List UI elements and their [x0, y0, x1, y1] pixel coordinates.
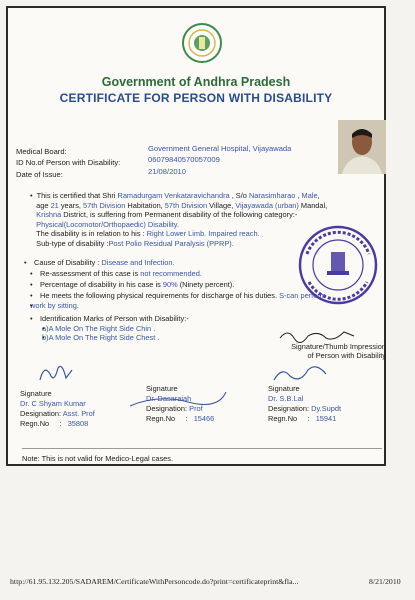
id-label-text: ID No.of Person with Disability: — [16, 158, 121, 167]
mark-b-text: b)A Mole On The Right Side Chest . — [42, 333, 160, 342]
id-value — [148, 155, 220, 164]
mandal: Vijayawada (urban) — [235, 200, 299, 210]
disability-subtype: Post Polio Residual Paralysis (PPRP). — [108, 238, 234, 248]
signature-1-scribble — [36, 360, 76, 390]
signatory-name: Dr. C Shyam Kumar — [20, 399, 86, 408]
regn-label: Regn.No — [268, 414, 298, 423]
regn-sep: : — [59, 419, 62, 428]
government-heading: Government of Andhra Pradesh — [101, 75, 291, 89]
signature-3-scribble — [270, 360, 330, 386]
regn-value: 35808 — [67, 419, 89, 428]
disability-relation: Right Lower Limb. Impaired reach. — [146, 229, 260, 239]
designation-label: Designation: — [20, 409, 62, 418]
body-text: years, — [58, 200, 84, 210]
requirements-value: S-can perform — [279, 291, 326, 300]
certificate-frame — [6, 6, 386, 466]
signatory-name: Dr. Dasaraiah — [146, 394, 192, 403]
signature-label: Signature — [20, 389, 52, 398]
body-line-1: • This is certified that Shri Ramadurgam Venkataravichandra , S/o Narasimharao , Male, — [30, 191, 320, 200]
cause-value: Disease and Infection. — [101, 258, 175, 267]
divider-line — [22, 448, 382, 449]
medical-board-text: Government General Hospital, Vijayawada — [148, 144, 292, 153]
regn-sep: : — [307, 414, 310, 423]
age: 21 — [50, 200, 59, 210]
body-text: age — [36, 200, 51, 210]
date-label — [16, 170, 63, 179]
reassess-row — [40, 269, 202, 279]
id-label — [16, 158, 120, 167]
designation-label: Designation: — [146, 404, 188, 413]
requirements-row-2 — [30, 301, 79, 311]
body-line-3 — [30, 210, 385, 220]
body-text: Village, — [207, 200, 236, 210]
ap-emblem-logo — [182, 23, 222, 63]
designation-value: Prof — [189, 404, 203, 413]
body-line-2 — [30, 201, 385, 211]
date-value-text: 21/08/2010 — [148, 167, 187, 176]
signatory-3 — [268, 384, 341, 424]
percent-label: Percentage of disability in his case is — [40, 280, 163, 289]
cause-label: Cause of Disability : — [34, 258, 102, 267]
regn-label: Regn.No — [146, 414, 176, 423]
mark-b — [42, 333, 160, 343]
body-text: District, is suffering from Permanent disability of the following category:- — [61, 210, 298, 220]
print-date-footer: 8/21/2010 — [369, 577, 401, 586]
official-seal-stamp — [297, 224, 379, 306]
body-text: This is certified that Shri — [36, 191, 118, 200]
requirements-value-2: work by sitting. — [30, 301, 79, 310]
percent-value: 90% — [162, 280, 178, 289]
regn-value: 15466 — [193, 414, 215, 423]
percent-words: (Ninety percent). — [177, 280, 235, 289]
requirements-label: He meets the following physical requirements for discharge of his duties. — [40, 291, 280, 300]
reassess-label: Re-assessment of this case is — [40, 269, 141, 278]
body-text: , S/o — [229, 191, 249, 200]
certificate-title: CERTIFICATE FOR PERSON WITH DISABILITY — [59, 91, 333, 105]
validity-note: Note: This is not valid for Medico-Legal cases. — [22, 454, 174, 463]
requirements-row — [40, 291, 326, 301]
village: 57th Division — [164, 200, 208, 210]
designation-value: Dy.Supdt — [311, 404, 342, 413]
reassess-value: not recommended. — [140, 269, 202, 278]
person-photo — [338, 120, 386, 174]
regn-label: Regn.No — [20, 419, 50, 428]
date-value — [148, 167, 186, 176]
medical-board-label: Medical Board: — [16, 147, 67, 156]
father-name: Narasimharao — [248, 191, 296, 200]
percent-row — [40, 280, 234, 290]
medical-board-row — [16, 147, 67, 156]
body-text: Mandal, — [298, 200, 328, 210]
gender: Male — [301, 191, 318, 200]
district: Krishna — [36, 210, 62, 220]
habitation: 57th Division — [83, 200, 126, 210]
disability-category: Physical(Locomotor/Orthopaedic) Disability. — [36, 219, 179, 229]
body-text: The disability is in relation to his : — [36, 229, 147, 239]
marks-label: Identification Marks of Person with Disability:- — [40, 314, 189, 323]
body-text: Sub-type of disability : — [36, 238, 109, 248]
id-value-text: 06079840570057009 — [148, 155, 220, 164]
signatory-1 — [20, 389, 95, 429]
mark-a-text: a)A Mole On The Right Side Chin . — [42, 324, 156, 333]
cause-row — [34, 258, 175, 268]
signature-label: Signature — [146, 384, 178, 393]
regn-sep: : — [185, 414, 188, 423]
signatory-name: Dr. S.B.Lal — [268, 394, 304, 403]
signatory-2 — [146, 384, 214, 424]
designation-label: Designation: — [268, 404, 310, 413]
medical-board-value — [148, 144, 291, 153]
signature-label: Signature — [268, 384, 300, 393]
person-name: Ramadurgam Venkataravichandra — [117, 191, 230, 200]
regn-value: 15941 — [315, 414, 337, 423]
body-text: , — [295, 191, 302, 200]
body-text: Habitation, — [125, 200, 165, 210]
thumb-impression-label: Signature/Thumb Impression of Person with Disability — [291, 342, 386, 360]
marks-row — [40, 314, 189, 324]
date-label-text: Date of Issue: — [16, 170, 63, 179]
designation-value: Asst. Prof — [62, 409, 95, 418]
print-url-footer: http://61.95.132.205/SADAREM/CertificateWithPersoncode.do?print=certificateprint&fla... — [10, 577, 299, 586]
